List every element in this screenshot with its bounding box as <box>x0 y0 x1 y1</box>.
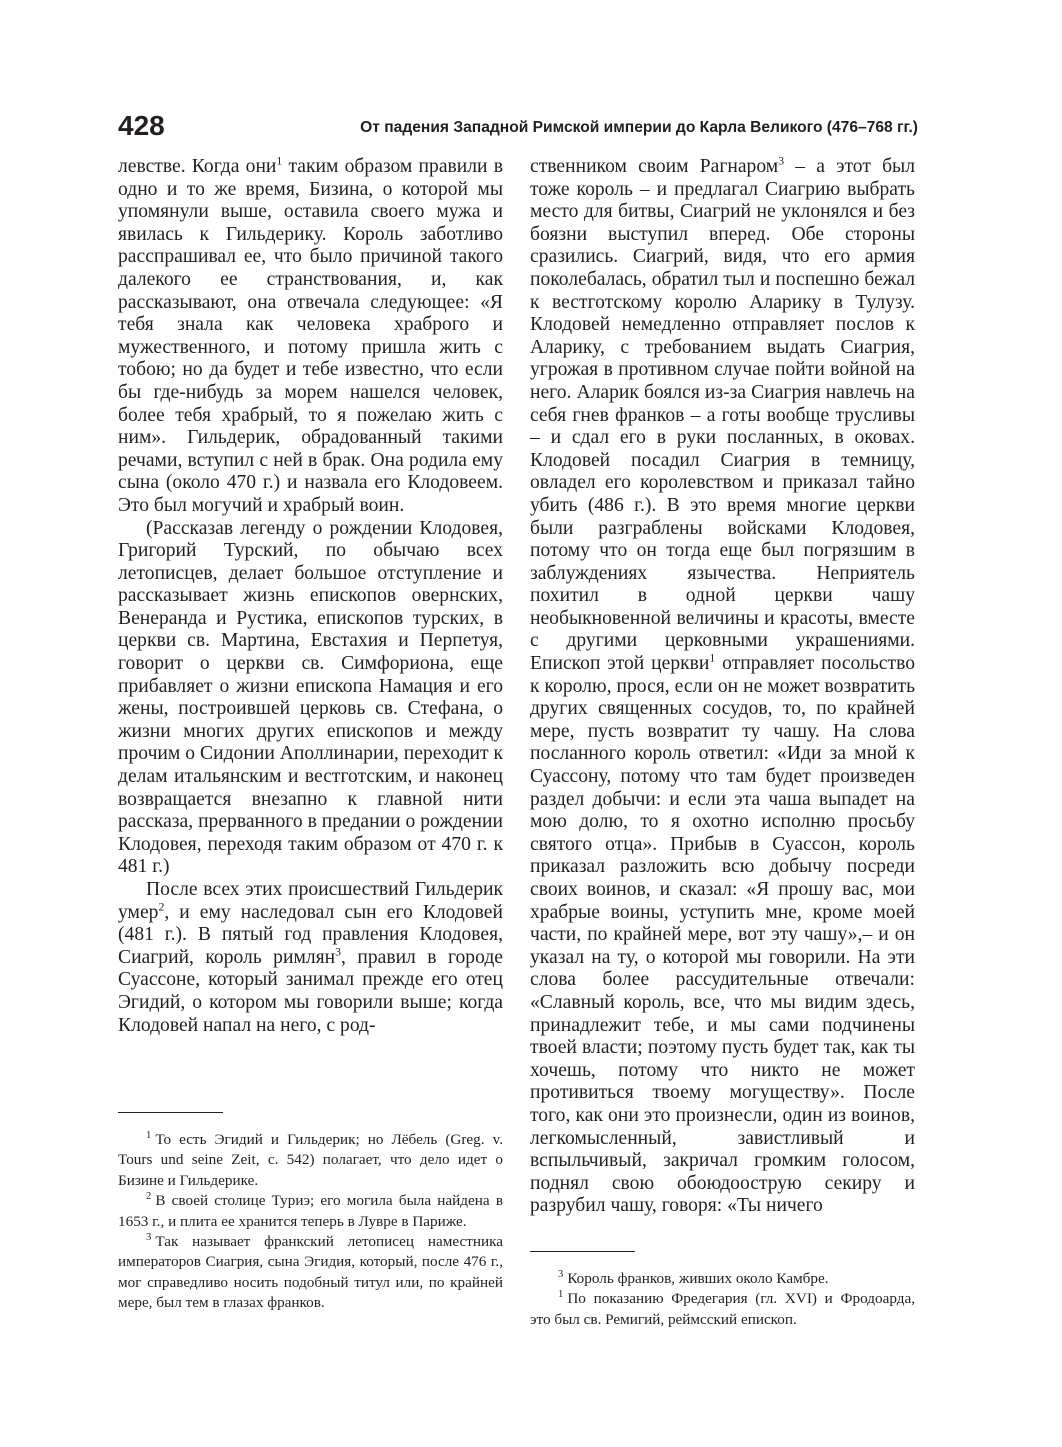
footnote-mark: 3 <box>146 1231 152 1243</box>
footnote <box>530 1289 915 1330</box>
left-column-text <box>118 156 503 1037</box>
footnote <box>118 1191 503 1232</box>
left-footnotes <box>118 1130 503 1314</box>
footnote-ref: 3 <box>778 156 785 168</box>
text-run: – а этот был тоже король – и предлагал Сиагрию выбрать место для битвы, Сиагрий не уклонялся и без боязни выступил вперед. Обе стороны сразились. Сиагрий, видя, что его армия поколебалась, обратил тыл и поспешно бежал к вестготскому королю Аларику в Тулузу. Клодовей немедленно отправляет послов к Аларику, с требованием выдать Сиагрия, угрожая в противном случае пойти войной на него. Аларик боялся из-за Сиагрия навлечь на себя гнев франков – а готы вообще трусливы – и сдал его в руки посланных, в оковах. Клодовей посадил Сиагрия в темницу, овладел его королевством и приказал тайно убить (486 г.). В это время многие церкви были разграблены войсками Клодовея, потому что он тогда еще был погрязшим в заблуждениях язычества. Неприятель похитил в одной церкви чашу необыкновенной величины и красоты, вместе с другими церковными украшениями. Епископ этой церкви <box>530 156 915 675</box>
footnote-mark: 1 <box>558 1289 564 1301</box>
text-run: После всех этих происшествий Гильдерик умер <box>118 879 503 923</box>
page-number: 428 <box>118 110 165 141</box>
footnote <box>530 1269 915 1289</box>
text-run: , и ему наследовал сын его Клодовей (481 г.). В пятый год правления Клодовея, Сиагрий, король римлян <box>118 901 503 968</box>
paragraph <box>118 879 503 1037</box>
paragraph <box>530 156 915 1218</box>
paragraph: (Рассказав легенду о рождении Клодовея, Григорий Турский, по обычаю всех летописцев, делает большое отступление и рассказывает жизнь епископов овернских, Венеранда и Рустика, епископов турских, в церкви св. Мартина, Евстахия и Перпетуя, говорит о церкви св. Симфориона, еще прибавляет о жизни епископа Намация и его жены, построившей церковь св. Стефана, о жизни многих других епископов и между прочим о Сидонии Аполлинарии, переходит к делам итальянским и вестготским, и наконец возвращается внезапно к главной нити рассказа, прерванного в предании о рождении Клодовея, переходя таким образом от 470 г. к 481 г.) <box>118 517 503 878</box>
paragraph <box>118 156 503 518</box>
text-run: левстве. Когда они <box>118 156 277 177</box>
footnote-separator <box>118 1112 223 1113</box>
running-title: От падения Западной Римской империи до Карла Великого (476–768 гг.) <box>360 119 918 136</box>
footnote-text: То есть Эгидий и Гильдерик; но Лёбель (Greg. v. Tours und seine Zeit, с. 542) полагает, что дело идет о Бизине и Гильдерике. <box>118 1131 503 1189</box>
footnote-text: Так называет франкский летописец наместника императоров Сиагрия, сына Эгидия, который, после 476 г., мог справедливо носить подобный титул или, по крайней мере, был тем в глазах франков. <box>118 1233 503 1312</box>
footnote <box>118 1130 503 1191</box>
right-footnotes <box>530 1269 915 1330</box>
footnote-mark: 1 <box>146 1129 152 1141</box>
right-column <box>530 156 915 1356</box>
page-header <box>118 108 918 148</box>
footnote-ref: 1 <box>709 651 716 665</box>
footnote-separator <box>530 1251 635 1252</box>
left-column <box>118 156 503 1356</box>
footnote-text: По показанию Фредегария (гл. XVI) и Фродоарда, это был св. Ремигий, реймсский епископ. <box>530 1290 915 1328</box>
text-run: таким образом правили в одно и то же время, Бизина, о которой мы упомянули выше, оставила своего мужа и явилась к Гильдерику. Король заботливо расспрашивал ее, что было причиной такого далекого ее странствования, и, как рассказывают, она отвечала следующее: «Я тебя знала как человека храброго и мужественного, и потому пришла жить с тобою; но да будет и тебе известно, что если бы где-нибудь за морем нашелся человек, более тебя храбрый, то я пожелаю жить с ним». Гильдерик, обрадованный такими речами, вступил с ней в брак. Она родила ему сына (около 470 г.) и назвала его Клодовеем. Это был могучий и храбрый воин. <box>118 156 503 516</box>
text-run: ственником своим Рагнаром <box>530 156 779 177</box>
footnote-ref: 2 <box>158 900 165 914</box>
footnote-mark: 2 <box>146 1191 152 1203</box>
footnote-text: В своей столице Туриэ; его могила была найдена в 1653 г., и плита ее хранится теперь в Лувре в Париже. <box>118 1192 503 1230</box>
text-run: отправляет посольство к королю, прося, если он не может возвратить других священных сосудов, то, по крайней мере, пусть возвратит ту чашу. На слова посланного король ответил: «Иди за мной к Суассону, потому что там будет произведен раздел добычи: и если эта чаша выпадет на мою долю, то я охотно исполню просьбу святого отца». Прибыв в Суассон, король приказал разложить всю добычу посреди своих воинов, и сказал: «Я прошу вас, мои храбрые воины, уступить мне, кроме моей части, по крайней мере, вот эту чашу»,– и он указал на ту, о которой мы говорили. На эти слова более рассудительные отвечали: «Славный король, все, что мы видим здесь, принадлежит тебе, и мы сами подчинены твоей власти; поэтому пусть будет так, как ты хочешь, потому что никто не может противиться твоему могуществу». После того, как они это произнесли, один из воинов, легкомысленный, завистливый и вспыльчивый, закричал громким голосом, поднял свою обоюдоострую секиру и разрубил чашу, говоря: «Ты ничего <box>530 653 915 1217</box>
footnote-ref: 1 <box>276 156 283 168</box>
footnote-ref: 3 <box>335 945 342 959</box>
footnote-text: Король франков, живших около Камбре. <box>567 1270 829 1287</box>
right-column-text <box>530 156 915 1218</box>
footnote-mark: 3 <box>558 1268 564 1280</box>
text-run: , правил в городе Суассоне, который занимал прежде его отец Эгидий, о котором мы говорили выше; когда Клодовей напал на него, с род- <box>118 946 503 1036</box>
footnote <box>118 1232 503 1314</box>
